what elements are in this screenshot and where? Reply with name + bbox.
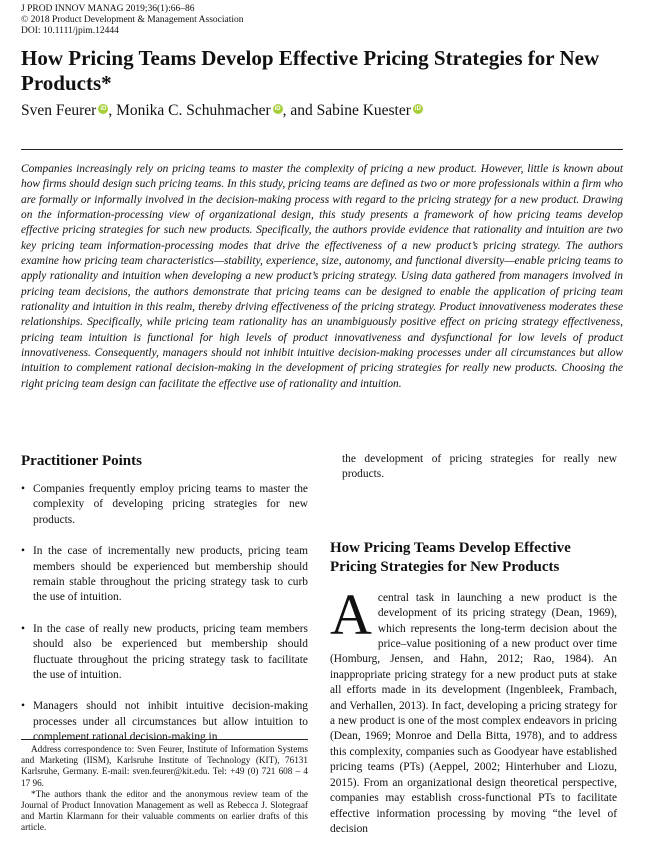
orcid-icon[interactable]: iD (100, 106, 107, 112)
practitioner-point (21, 622, 308, 684)
bullet-icon: • (21, 700, 25, 713)
author-line (21, 102, 423, 120)
journal-header (21, 4, 244, 37)
practitioner-point-text: In the case of incrementally new products, pricing team members should be experienced but membership should remain stable throughout the pricing strategy task to curb the use of intuition. (33, 545, 308, 604)
orcid-icon[interactable]: iD (414, 106, 421, 112)
author-separator: , and (282, 102, 317, 119)
header-divider (21, 149, 623, 150)
left-column (21, 452, 308, 762)
author-name: Sven Feurer (21, 102, 97, 119)
practitioner-point-continuation: the development of pricing strategies for really new products. (342, 453, 617, 481)
bullet-icon: • (21, 622, 25, 635)
body-paragraph (330, 581, 617, 838)
body-text: central task in launching a new product is the development of its pricing strategy (Dean, 1969), which represents the long-term decision about the price–value positioning of a new product over time (Homburg, Jensen, and Hahn, 2012; Rao, 1984). An inappropriate pricing strategy for a new product puts at stake all efforts made in its development (Ingenbleek, Frambach, and Verhallen, 2013). In fact, developing a pricing strategy for a new product is one of the most complex endeavors in pricing (Dean, 1969; Monroe and Della Bitta, 1978), and to address this complexity, companies such as Goodyear have established pricing teams (PTs) (Aeppel, 2002; Hinterhuber and Liozu, 2015). From an organizational design theoretical perspective, companies may establish cross-functional PTs to facilitate effective information processing by moving “the level of decision (330, 591, 617, 835)
practitioner-point-text: In the case of really new products, pricing team members should also be experienced but membership should fluctuate throughout the pricing strategy task to facilitate the use of intuition. (33, 622, 308, 682)
author-name: Sabine Kuester (316, 102, 411, 119)
article-title: How Pricing Teams Develop Effective Pricing Strategies for New Products* (21, 46, 600, 95)
practitioner-point-text: Managers should not inhibit intuitive decision-making processes under all circumstances but allow intuition to complement rational decision-making in (33, 700, 308, 744)
right-column (330, 452, 617, 837)
practitioner-point (21, 544, 308, 606)
journal-doi: DOI: 10.1111/jpim.12444 (21, 26, 119, 36)
abstract: Companies increasingly rely on pricing teams to master the complexity of pricing a new product. However, little is known about how firms should design such pricing teams. In this study, pricing teams are defined as two or more professionals within a firm who are formally or informally involved in the decision-making process with regard to the pricing strategy for a new product. Drawing on the information-processing view of organizational design, this study presents a framework of how pricing teams develop effective pricing strategies for such new products. Specifically, the authors provide evidence that rationality and intuition are two key pricing team information-processing modes that drive the effectiveness of a new product’s pricing strategy. The authors examine how pricing team characteristics—stability, experience, size, autonomy, and functional diversity—enable pricing teams to apply rationality and intuition when developing a new product’s pricing strategy. Using data gathered from managers involved in pricing team decisions, the authors demonstrate that pricing teams can be designed to enable the application of pricing team rationality and intuition in this realm, thereby driving effectiveness of the pricing strategy. Product innovativeness moderates these relationships. Specifically, while pricing team rationality has an unambiguously positive effect on pricing strategy effectiveness, pricing team intuition is functional for high levels of product innovativeness and dysfunctional for low levels of product innovativeness. Consequently, managers should not inhibit intuitive decision-making processes under all circumstances but allow intuition to complement rational decision-making in the development of pricing strategies for really new products. Choosing the right pricing team design can facilitate the effective use of rationality and intuition. (21, 163, 623, 390)
journal-copyright: © 2018 Product Development & Management Association (21, 15, 244, 25)
correspondence-footnote: Address correspondence to: Sven Feurer, Institute of Information Systems and Marketing (IISM), Karlsruhe Institute of Technology (KIT), 76131 Karlsruhe, Germany. E-mail: sven.feurer@kit.edu. Tel: +49 (0) 721 608 – 4 17 96. (21, 744, 308, 788)
acknowledgement-footnote: *The authors thank the editor and the anonymous review team of the Journal of Product Innovation Management as well as Rebecca J. Slotegraaf and Martin Klarmann for their valuable comments on earlier drafts of this article. (21, 788, 308, 833)
footnote-divider (21, 739, 308, 740)
author-name: Monika C. Schuhmacher (116, 102, 271, 119)
practitioner-point-text: Companies frequently employ pricing teams to master the complexity of developing pricing strategies for new products. (33, 483, 308, 526)
section-heading: How Pricing Teams Develop Effective Pricing Strategies for New Products (330, 539, 571, 575)
practitioner-points-heading: Practitioner Points (21, 453, 142, 469)
orcid-icon[interactable]: iD (274, 106, 281, 112)
author-separator: , (108, 102, 117, 119)
journal-citation: J PROD INNOV MANAG 2019;36(1):66–86 (21, 4, 195, 14)
practitioner-point (21, 482, 308, 528)
drop-cap: A (330, 581, 372, 647)
bullet-icon: • (21, 483, 25, 495)
bullet-icon: • (21, 545, 25, 558)
footnotes (21, 739, 308, 834)
